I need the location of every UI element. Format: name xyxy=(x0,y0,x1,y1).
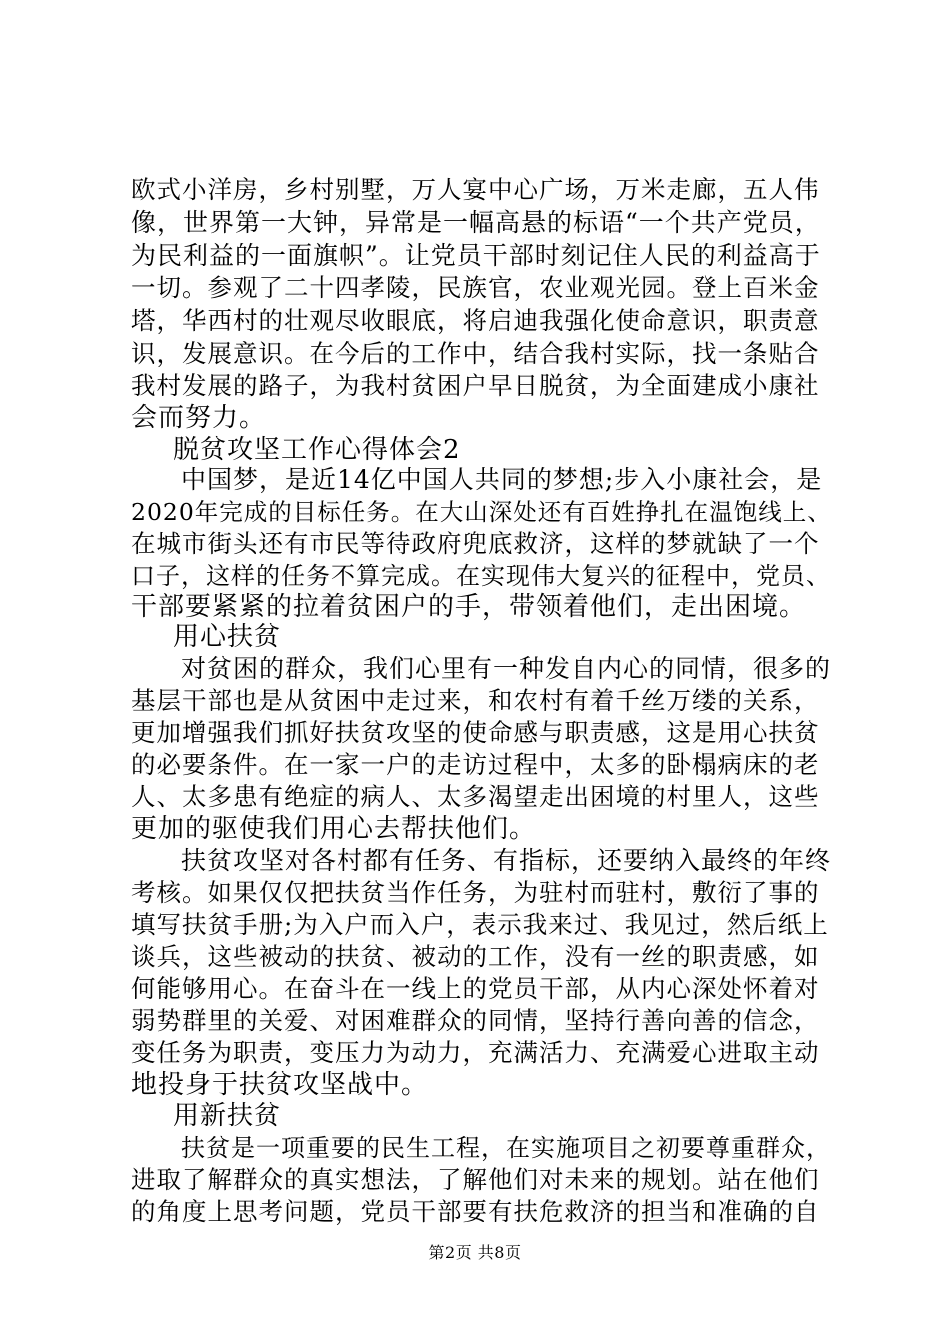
text-line: 人、太多患有绝症的病人、太多渴望走出困境的村里人，这些 xyxy=(131,782,820,811)
text-line: 我村发展的路子，为我村贫困户早日脱贫，为全面建成小康社 xyxy=(131,371,820,400)
text-line: 进取了解群众的真实想法，了解他们对未来的规划。站在他们 xyxy=(131,1165,820,1194)
text-line: 基层干部也是从贫困中走过来，和农村有着千丝万缕的关系， xyxy=(131,686,820,715)
section-heading: 用心扶贫 xyxy=(173,622,282,652)
text-line: 中国梦，是近14亿中国人共同的梦想;步入小康社会，是 xyxy=(181,465,823,494)
text-line: 的角度上思考问题，党员干部要有扶危救济的担当和准确的自 xyxy=(131,1197,820,1226)
text-line: 更加增强我们抓好扶贫攻坚的使命感与职责感，这是用心扶贫 xyxy=(131,718,820,747)
text-line: 2020年完成的目标任务。在大山深处还有百姓挣扎在温饱线上、 xyxy=(131,498,832,526)
text-line: 地投身于扶贫攻坚战中。 xyxy=(131,1070,429,1100)
page-footer: 第2页 共8页 xyxy=(428,1243,522,1262)
text-line: 像，世界第一大钟，异常是一幅高悬的标语“一个共产党员， xyxy=(131,208,821,237)
text-line: 干部要紧紧的拉着贫困户的手，带领着他们，走出困境。 xyxy=(131,592,807,622)
text-line: 弱势群里的关爱、对困难群众的同情，坚持行善向善的信念， xyxy=(131,1006,820,1035)
text-line: 会而努力。 xyxy=(131,403,267,433)
text-line: 在城市街头还有市民等待政府兜底救济，这样的梦就缺了一个 xyxy=(131,529,820,558)
text-line: 欧式小洋房，乡村别墅，万人宴中心广场，万米走廊，五人伟 xyxy=(131,175,820,204)
text-line: 谈兵，这些被动的扶贫、被动的工作，没有一丝的职责感，如 xyxy=(131,942,820,971)
text-line: 填写扶贫手册;为入户而入户，表示我来过、我见过，然后纸上 xyxy=(131,910,829,939)
text-line: 考核。如果仅仅把扶贫当作任务，为驻村而驻村，敷衍了事的 xyxy=(131,878,820,907)
text-line: 对贫困的群众，我们心里有一种发自内心的同情，很多的 xyxy=(181,654,832,683)
text-line: 扶贫攻坚对各村都有任务、有指标，还要纳入最终的年终 xyxy=(181,846,832,875)
text-line: 更加的驱使我们用心去帮扶他们。 xyxy=(131,814,537,844)
text-line: 识，发展意识。在今后的工作中，结合我村实际，找一条贴合 xyxy=(131,339,820,368)
text-line: 何能够用心。在奋斗在一线上的党员干部，从内心深处怀着对 xyxy=(131,974,820,1003)
section-heading: 脱贫攻坚工作心得体会2 xyxy=(173,435,461,465)
text-line: 变任务为职责，变压力为动力，充满活力、充满爱心进取主动 xyxy=(131,1038,820,1067)
text-line: 扶贫是一项重要的民生工程，在实施项目之初要尊重群众， xyxy=(181,1134,831,1162)
text-line: 塔，华西村的壮观尽收眼底，将启迪我强化使命意识，职责意 xyxy=(131,306,820,335)
text-line: 为民利益的一面旗帜”。让党员干部时刻记住人民的利益高于 xyxy=(131,241,821,270)
text-line: 一切。参观了二十四孝陵，民族官，农业观光园。登上百米金 xyxy=(131,273,820,302)
section-heading: 用新扶贫 xyxy=(173,1101,282,1131)
text-line: 口子，这样的任务不算完成。在实现伟大复兴的征程中，党员、 xyxy=(131,562,831,590)
text-line: 的必要条件。在一家一户的走访过程中，太多的卧榻病床的老 xyxy=(131,750,820,779)
